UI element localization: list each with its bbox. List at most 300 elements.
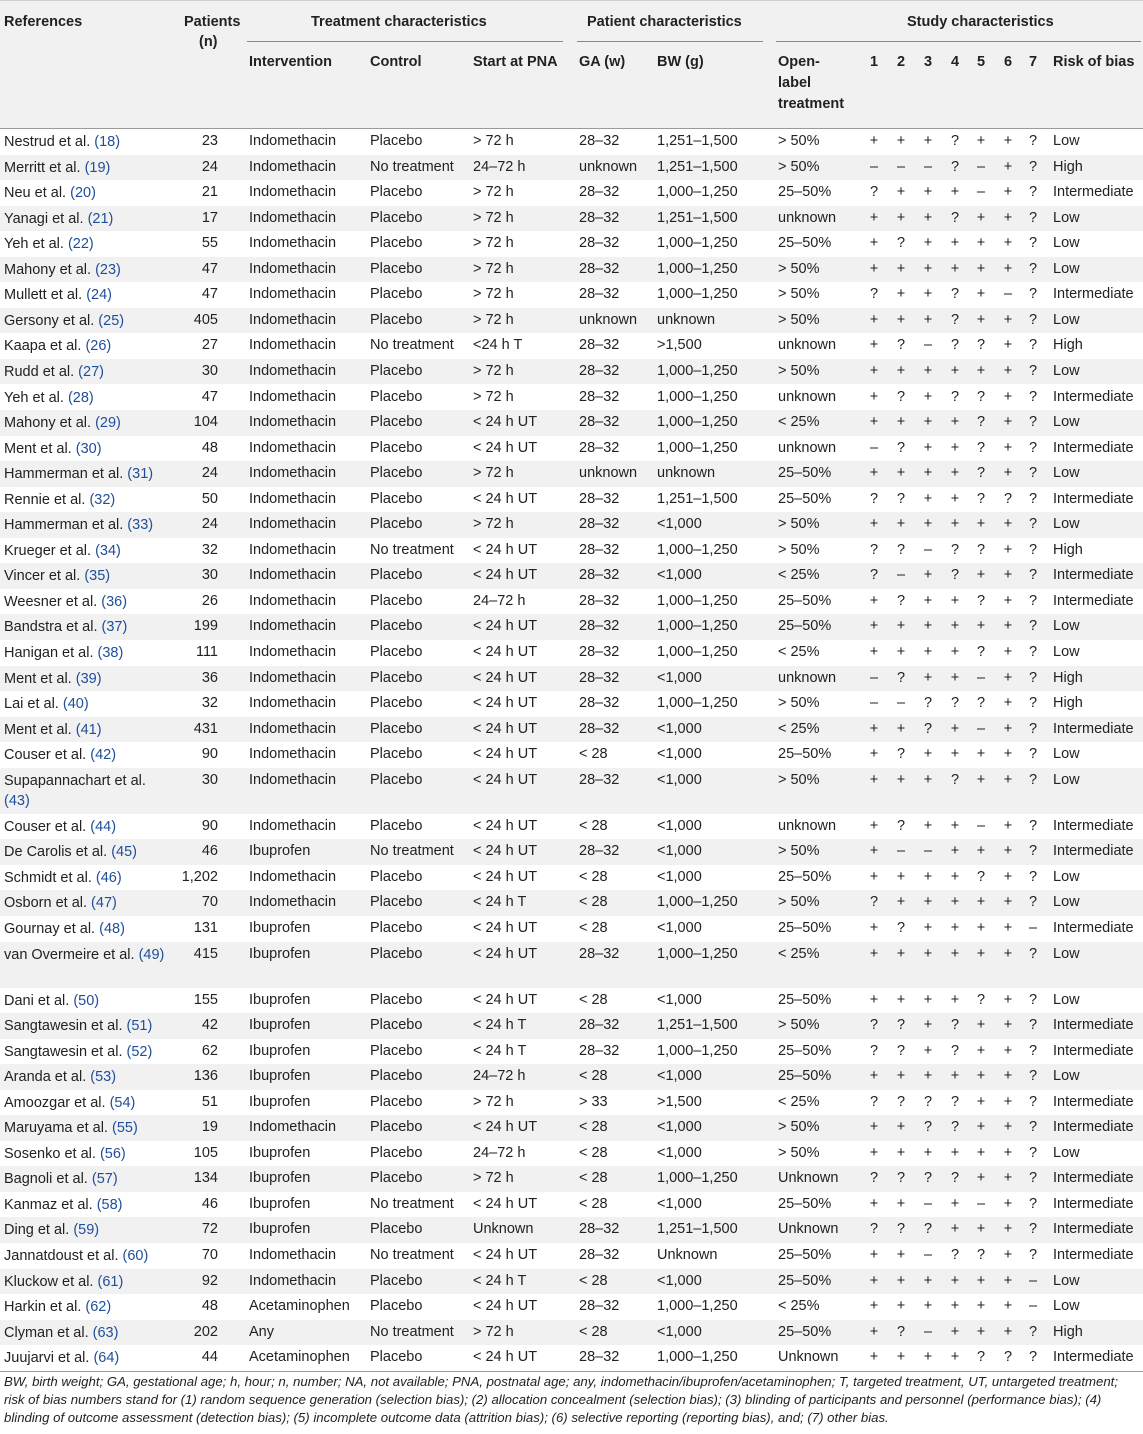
bias-cell-2: ? (896, 388, 906, 405)
patient-group-rule (577, 41, 763, 42)
reference-number-link[interactable]: (59) (73, 1222, 100, 1239)
bias-cell-5: + (976, 1144, 986, 1161)
bias-cell-6: + (1003, 592, 1013, 609)
reference-number-link[interactable]: (53) (90, 1069, 117, 1086)
bias-cell-5: + (976, 894, 986, 911)
bias-cell-3: ? (923, 1221, 933, 1238)
bias-cell-4: + (950, 260, 960, 277)
reference-number-link[interactable]: (63) (92, 1324, 119, 1341)
bias-cell-1: + (869, 311, 879, 328)
bw-cell: Unknown (657, 1247, 718, 1263)
bias-cell-5: + (976, 1042, 986, 1059)
bias-cell-4: ? (950, 1247, 960, 1263)
reference-author: Rennie et al. (4, 491, 86, 508)
bias-cell-1: + (869, 1298, 879, 1315)
reference-number-link[interactable]: (44) (90, 818, 117, 835)
start-pna-cell: 24–72 h (473, 1144, 526, 1161)
bias-cell-6: + (1003, 311, 1013, 328)
table-row (0, 814, 1143, 840)
reference-author: Hanigan et al. (4, 645, 94, 661)
bias-cell-2: + (896, 184, 906, 201)
risk-of-bias-cell: Intermediate (1053, 388, 1134, 405)
bias-cell-7: ? (1028, 1042, 1038, 1059)
control-cell: No treatment (370, 843, 454, 860)
open-label-cell: > 50% (778, 516, 820, 533)
bias-cell-1: + (869, 388, 879, 405)
bias-cell-4: + (950, 1144, 960, 1161)
bw-cell: 1,000–1,250 (657, 1170, 738, 1187)
header-open-label-2: label (778, 75, 812, 91)
risk-of-bias-cell: High (1053, 541, 1083, 558)
bias-cell-1: + (869, 465, 879, 482)
control-cell: Placebo (370, 414, 423, 431)
open-label-cell: 25–50% (778, 991, 832, 1008)
bias-cell-3: + (923, 618, 933, 635)
intervention-cell: Indomethacin (249, 133, 337, 149)
open-label-cell: 25–50% (778, 746, 832, 763)
bias-cell-6: + (1003, 894, 1013, 911)
reference-number-link[interactable]: (37) (101, 619, 128, 636)
bias-cell-2: + (896, 771, 906, 788)
reference-cell (4, 1217, 174, 1240)
intervention-cell: Ibuprofen (249, 1221, 311, 1238)
bias-cell-6: + (1003, 414, 1013, 431)
reference-number-link[interactable]: (36) (101, 593, 128, 610)
bias-cell-2: ? (896, 1017, 906, 1034)
bw-cell: <1,000 (657, 1144, 702, 1161)
reference-number-link[interactable]: (28) (67, 389, 94, 406)
control-cell: Placebo (370, 1144, 423, 1161)
bias-cell-1: + (869, 592, 879, 609)
bias-cell-4: + (950, 843, 960, 860)
bias-cell-6: + (1003, 337, 1013, 354)
table-row (0, 1269, 1143, 1295)
bias-cell-7: ? (1028, 1170, 1038, 1187)
reference-author: Kluckow et al. (4, 1273, 94, 1290)
bias-cell-6: + (1003, 1068, 1013, 1085)
control-cell: Placebo (370, 894, 423, 911)
start-pna-cell: < 24 h UT (473, 1298, 538, 1315)
patients-cell: 30 (201, 362, 218, 379)
bias-cell-4: + (950, 1323, 960, 1340)
control-cell: Placebo (370, 388, 423, 405)
start-pna-cell: > 72 h (473, 184, 514, 201)
reference-cell (4, 487, 174, 510)
bias-cell-4: ? (950, 1093, 960, 1110)
reference-number-link[interactable]: (61) (97, 1273, 124, 1290)
reference-number-link[interactable]: (25) (98, 312, 125, 329)
reference-cell (4, 865, 174, 888)
control-cell: Placebo (370, 465, 423, 482)
bias-cell-5: + (976, 1170, 986, 1187)
risk-of-bias-cell: Low (1053, 1068, 1080, 1085)
reference-number-link[interactable]: (49) (138, 946, 165, 963)
reference-number-link[interactable]: (33) (127, 517, 154, 534)
reference-cell (4, 1243, 174, 1266)
bias-cell-7: ? (1028, 695, 1038, 712)
reference-number-link[interactable]: (29) (95, 415, 121, 432)
bias-cell-3: + (923, 991, 933, 1008)
ga-cell: unknown (579, 311, 638, 328)
bias-cell-1: – (869, 439, 879, 456)
reference-number-link[interactable]: (30) (75, 440, 102, 457)
bias-cell-4: + (950, 439, 960, 456)
bias-cell-2: + (896, 868, 906, 885)
bias-cell-1: + (869, 720, 879, 737)
reference-number-link[interactable]: (57) (91, 1171, 118, 1188)
bias-cell-6: + (1003, 1042, 1013, 1059)
reference-cell (4, 1192, 174, 1215)
patients-cell: 44 (201, 1349, 218, 1366)
table-footnote: BW, birth weight; GA, gestational age; h, hour; n, number; NA, not available; PNA, postnatal age; any, indomethacin/ibuprofen/acetaminophen; T, targeted treatment, UT, untargeted treatment; risk of bias numbers stand for (1) random sequence generation (selection bias); (2) allocation concealment (selection bias); (3) blinding of participants and personnel (performance bias); (4) blinding of outcome assessment (detection bias); (5) incomplete outcome data (attrition bias); (6) selective reporting (reporting bias), and; (7) other bias. (4, 1374, 1119, 1425)
reference-number-link[interactable]: (51) (126, 1018, 153, 1035)
bias-cell-7: – (1028, 1272, 1038, 1289)
reference-number-link[interactable]: (47) (91, 895, 117, 912)
bw-cell: 1,251–1,500 (657, 209, 738, 226)
reference-cell (4, 231, 174, 254)
patients-cell: 17 (201, 209, 218, 226)
intervention-cell: Indomethacin (249, 516, 337, 533)
patients-cell: 55 (201, 235, 218, 252)
header-patient-group: Patient characteristics (587, 14, 742, 30)
reference-cell (4, 691, 174, 714)
reference-number-link[interactable]: (39) (75, 670, 102, 687)
bias-cell-3: + (923, 894, 933, 911)
reference-author: Ding et al. (4, 1222, 70, 1239)
risk-of-bias-cell: Intermediate (1053, 567, 1134, 584)
risk-of-bias-cell: High (1053, 158, 1083, 175)
open-label-cell: < 25% (778, 1298, 820, 1315)
table-row (0, 436, 1143, 462)
bias-cell-5: ? (976, 541, 986, 558)
bias-cell-6: + (1003, 868, 1013, 885)
table-row (0, 1217, 1143, 1243)
bias-cell-3: + (923, 1298, 933, 1315)
bias-cell-6: + (1003, 817, 1013, 834)
reference-number-link[interactable]: (56) (99, 1145, 126, 1162)
header-bias-1: 1 (870, 54, 879, 70)
reference-number-link[interactable]: (42) (90, 747, 117, 764)
reference-number-link[interactable]: (64) (93, 1350, 120, 1367)
risk-of-bias-cell: High (1053, 695, 1083, 712)
risk-of-bias-cell: Intermediate (1053, 1195, 1134, 1212)
bw-cell: 1,000–1,250 (657, 235, 738, 252)
reference-number-link[interactable]: (38) (97, 645, 124, 661)
bias-cell-4: + (950, 746, 960, 763)
bias-cell-4: + (950, 465, 960, 482)
bias-cell-7: ? (1028, 286, 1038, 303)
reference-cell (4, 308, 174, 331)
intervention-cell: Indomethacin (249, 311, 337, 328)
patients-cell: 47 (201, 286, 218, 303)
reference-number-link[interactable]: (20) (70, 185, 96, 202)
patients-cell: 46 (201, 843, 218, 860)
intervention-cell: Indomethacin (249, 439, 337, 456)
bias-cell-5: ? (976, 388, 986, 405)
bias-cell-1: + (869, 644, 879, 660)
reference-number-link[interactable]: (55) (112, 1120, 138, 1137)
bias-cell-4: + (950, 720, 960, 737)
reference-author: Supapannachart et al. (4, 772, 146, 789)
ga-cell: 28–32 (579, 1298, 620, 1315)
bias-cell-4: + (950, 235, 960, 252)
reference-number-link[interactable]: (22) (67, 236, 94, 253)
reference-number-link[interactable]: (27) (78, 363, 104, 380)
reference-author: Jannatdoust et al. (4, 1248, 119, 1264)
bias-cell-3: + (923, 516, 933, 533)
risk-of-bias-cell: High (1053, 1323, 1083, 1340)
header-study-group: Study characteristics (907, 14, 1054, 30)
reference-number-link[interactable]: (58) (96, 1196, 123, 1213)
reference-number-link[interactable]: (19) (84, 159, 111, 176)
reference-cell (4, 614, 174, 637)
bias-cell-6: + (1003, 618, 1013, 635)
reference-author: Nestrud et al. (4, 134, 91, 150)
bias-cell-2: ? (896, 235, 906, 252)
risk-of-bias-cell: High (1053, 337, 1083, 354)
bias-cell-6: + (1003, 1221, 1013, 1238)
risk-of-bias-cell: Low (1053, 414, 1080, 431)
bias-cell-4: + (950, 1298, 960, 1315)
bias-cell-6: + (1003, 1247, 1013, 1263)
patients-cell: 155 (193, 991, 218, 1008)
bw-cell: <1,000 (657, 1323, 702, 1340)
reference-author: Ment et al. (4, 670, 72, 687)
bias-cell-2: ? (896, 592, 906, 609)
bias-cell-2: + (896, 311, 906, 328)
bias-cell-4: + (950, 919, 960, 936)
patients-cell: 131 (193, 919, 218, 936)
patients-cell: 32 (201, 541, 218, 558)
bias-cell-7: ? (1028, 1221, 1038, 1238)
ga-cell: 28–32 (579, 388, 620, 405)
bw-cell: <1,000 (657, 516, 702, 533)
bias-cell-4: + (950, 669, 960, 686)
bias-cell-3: + (923, 1068, 933, 1085)
bias-cell-3: + (923, 260, 933, 277)
bias-cell-7: ? (1028, 209, 1038, 226)
ga-cell: 28–32 (579, 720, 620, 737)
open-label-cell: > 50% (778, 541, 820, 558)
control-cell: Placebo (370, 919, 423, 936)
reference-author: Clyman et al. (4, 1324, 89, 1341)
start-pna-cell: 24–72 h (473, 592, 526, 609)
reference-number-link[interactable]: (48) (99, 920, 125, 937)
control-cell: Placebo (370, 362, 423, 379)
reference-author: Harkin et al. (4, 1299, 82, 1316)
bias-cell-1: + (869, 1247, 879, 1263)
bias-cell-6: + (1003, 945, 1013, 962)
bias-cell-2: + (896, 133, 906, 149)
reference-number-link[interactable]: (52) (126, 1043, 153, 1060)
reference-number-link[interactable]: (24) (86, 287, 112, 304)
intervention-cell: Indomethacin (249, 541, 337, 558)
reference-author: Rudd et al. (4, 363, 75, 380)
bias-cell-6: + (1003, 133, 1013, 149)
patients-cell: 415 (193, 945, 218, 962)
open-label-cell: 25–50% (778, 1042, 832, 1059)
reference-number-link[interactable]: (46) (95, 869, 122, 886)
ga-cell: 28–32 (579, 260, 620, 277)
risk-of-bias-cell: Low (1053, 771, 1080, 788)
bias-cell-4: + (950, 490, 960, 507)
bw-cell: <1,000 (657, 567, 702, 584)
header-bias-4: 4 (951, 54, 960, 70)
ga-cell: 28–32 (579, 209, 620, 226)
reference-number-link[interactable]: (35) (84, 568, 111, 585)
table-header (0, 0, 1143, 129)
bias-cell-5: – (976, 720, 986, 737)
open-label-cell: > 50% (778, 158, 820, 175)
risk-of-bias-cell: Intermediate (1053, 1221, 1134, 1238)
bias-cell-1: + (869, 260, 879, 277)
intervention-cell: Ibuprofen (249, 919, 311, 936)
risk-of-bias-cell: Low (1053, 235, 1080, 252)
bias-cell-4: ? (950, 337, 960, 354)
reference-number-link[interactable]: (60) (122, 1248, 149, 1264)
open-label-cell: < 25% (778, 644, 820, 660)
bw-cell: 1,000–1,250 (657, 695, 738, 712)
open-label-cell: < 25% (778, 720, 820, 737)
bias-cell-3: + (923, 1144, 933, 1161)
reference-cell (4, 180, 174, 203)
bias-cell-6: + (1003, 439, 1013, 456)
bias-cell-7: ? (1028, 439, 1038, 456)
ga-cell: 28–32 (579, 133, 620, 149)
patients-cell: 72 (201, 1221, 218, 1238)
table-row (0, 385, 1143, 411)
bias-cell-1: + (869, 235, 879, 252)
risk-of-bias-cell: Low (1053, 746, 1080, 763)
bias-cell-2: + (896, 1272, 906, 1289)
ga-cell: < 28 (579, 1195, 608, 1212)
intervention-cell: Ibuprofen (249, 1093, 311, 1110)
open-label-cell: 25–50% (778, 618, 832, 635)
bias-cell-5: + (976, 1017, 986, 1034)
bias-cell-6: + (1003, 1144, 1013, 1161)
table-row (0, 717, 1143, 743)
reference-number-link[interactable]: (26) (85, 338, 112, 355)
reference-number-link[interactable]: (18) (94, 134, 121, 150)
reference-number-link[interactable]: (40) (62, 696, 89, 713)
bw-cell: <1,000 (657, 1272, 702, 1289)
reference-cell (4, 1090, 174, 1113)
reference-number-link[interactable]: (34) (95, 542, 121, 559)
bw-cell: <1,000 (657, 669, 702, 686)
start-pna-cell: < 24 h UT (473, 567, 538, 584)
intervention-cell: Indomethacin (249, 490, 337, 507)
reference-number-link[interactable]: (54) (109, 1094, 136, 1111)
bias-cell-5: – (976, 1195, 986, 1212)
bias-cell-5: + (976, 746, 986, 763)
risk-of-bias-cell: Low (1053, 133, 1080, 149)
bw-cell: 1,000–1,250 (657, 644, 738, 660)
header-control: Control (370, 54, 422, 70)
risk-of-bias-cell: Intermediate (1053, 1247, 1134, 1263)
bias-cell-1: + (869, 133, 879, 149)
start-pna-cell: 24–72 h (473, 158, 526, 175)
table-row (0, 742, 1143, 768)
risk-of-bias-cell: Intermediate (1053, 592, 1134, 609)
bias-cell-5: ? (976, 991, 986, 1008)
reference-number-link[interactable]: (62) (85, 1299, 112, 1316)
bias-cell-2: ? (896, 746, 906, 763)
reference-author: Gournay et al. (4, 920, 96, 937)
header-open-label-3: treatment (778, 96, 845, 112)
start-pna-cell: < 24 h UT (473, 919, 538, 936)
bias-cell-5: + (976, 771, 986, 788)
bias-cell-7: ? (1028, 414, 1038, 431)
start-pna-cell: < 24 h UT (473, 771, 538, 788)
reference-cell (4, 1039, 174, 1062)
intervention-cell: Indomethacin (249, 894, 337, 911)
bias-cell-2: + (896, 362, 906, 379)
bias-cell-2: + (896, 618, 906, 635)
bias-cell-1: + (869, 991, 879, 1008)
reference-cell (4, 839, 174, 862)
patients-cell: 48 (201, 1298, 218, 1315)
ga-cell: unknown (579, 158, 638, 175)
reference-number-link[interactable]: (41) (75, 721, 102, 738)
bias-cell-3: – (923, 541, 933, 558)
reference-cell (4, 512, 174, 535)
bias-cell-2: ? (896, 439, 906, 456)
bias-cell-7: ? (1028, 337, 1038, 354)
bias-cell-1: + (869, 817, 879, 834)
reference-number-link[interactable]: (21) (87, 210, 114, 227)
reference-author: Bagnoli et al. (4, 1171, 88, 1188)
start-pna-cell: > 72 h (473, 1093, 514, 1110)
bias-cell-7: ? (1028, 516, 1038, 533)
bias-cell-4: ? (950, 1170, 960, 1187)
bias-cell-3: ? (923, 1119, 933, 1136)
bias-cell-4: ? (950, 1042, 960, 1059)
bias-cell-2: – (896, 843, 906, 860)
table-row (0, 768, 1143, 814)
reference-number-link[interactable]: (32) (89, 491, 116, 508)
reference-number-link[interactable]: (45) (111, 844, 137, 861)
reference-author: Lai et al. (4, 696, 59, 713)
reference-number-link[interactable]: (31) (127, 466, 154, 483)
reference-number-link[interactable]: (23) (95, 261, 121, 278)
bias-cell-5: + (976, 945, 986, 962)
table-row (0, 942, 1143, 988)
intervention-cell: Indomethacin (249, 286, 337, 303)
open-label-cell: 25–50% (778, 490, 832, 507)
reference-cell (4, 1320, 174, 1343)
patients-cell: 405 (193, 311, 218, 328)
open-label-cell: 25–50% (778, 919, 832, 936)
reference-number-link[interactable]: (50) (73, 992, 100, 1009)
bias-cell-7: ? (1028, 720, 1038, 737)
bw-cell: 1,251–1,500 (657, 490, 738, 507)
intervention-cell: Ibuprofen (249, 1144, 311, 1161)
reference-cell (4, 640, 174, 663)
bias-cell-7: ? (1028, 669, 1038, 686)
bw-cell: <1,000 (657, 817, 702, 834)
table-row (0, 461, 1143, 487)
reference-author: van Overmeire et al. (4, 946, 135, 963)
bias-cell-1: ? (869, 490, 879, 507)
patients-cell: 62 (201, 1042, 218, 1059)
bias-cell-7: ? (1028, 158, 1038, 175)
control-cell: Placebo (370, 439, 423, 456)
control-cell: Placebo (370, 1272, 423, 1289)
bias-cell-1: + (869, 1323, 879, 1340)
reference-number-link[interactable]: (43) (4, 792, 30, 809)
bias-cell-2: + (896, 1119, 906, 1136)
patients-cell: 46 (201, 1195, 218, 1212)
